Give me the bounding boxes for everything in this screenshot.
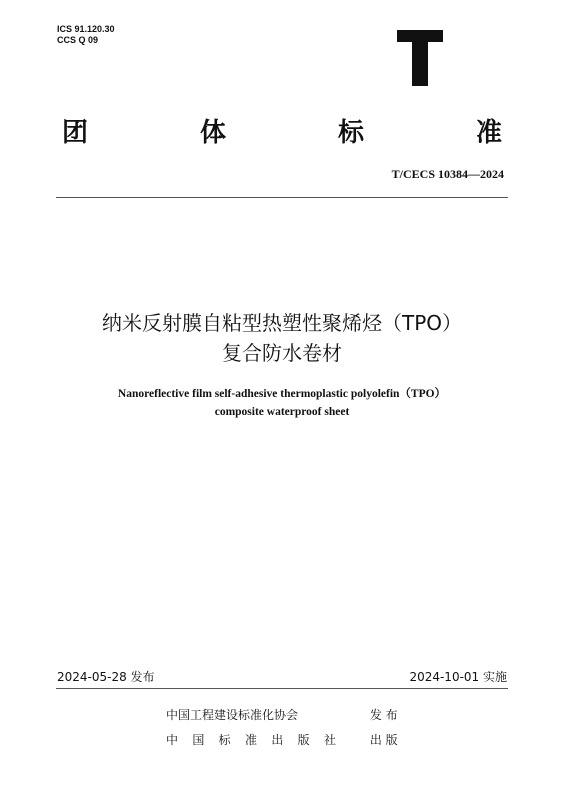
publisher-action: 发 布 [369, 708, 398, 722]
press-char: 准 [244, 733, 257, 747]
top-divider [56, 197, 508, 198]
press-char: 标 [218, 733, 231, 747]
ccs-code: CCS Q 09 [57, 35, 99, 45]
title-zh-line1: 纳米反射膜自粘型热塑性聚烯烃（TPO） [101, 311, 463, 335]
doc-type-char: 团 [62, 118, 89, 148]
standard-code: T/CECS 10384—2024 [391, 167, 504, 181]
press-name [166, 731, 336, 748]
press-char: 国 [192, 733, 205, 747]
t-logo [397, 30, 443, 86]
title-en-line1: Nanoreflective film self-adhesive thermoplastic polyolefin（TPO） [117, 388, 447, 400]
press-char: 中 [166, 733, 179, 747]
title-zh-line2: 复合防水卷材 [222, 341, 342, 365]
ics-block [57, 24, 115, 46]
bottom-divider [56, 688, 508, 689]
title-en-line2: composite waterproof sheet [214, 406, 350, 418]
ics-code: ICS 91.120.30 [57, 24, 115, 34]
publisher-name: 中国工程建设标准化协会 [166, 708, 299, 722]
press-char: 出 [271, 733, 284, 747]
issue-date: 2024-05-28 发布 [57, 670, 155, 684]
document-type [62, 112, 502, 149]
doc-type-char: 准 [475, 118, 502, 148]
press-char: 社 [323, 733, 336, 747]
press-action: 出 版 [369, 733, 398, 747]
doc-type-char: 体 [199, 118, 226, 148]
doc-type-char: 标 [337, 118, 364, 148]
publisher-line [166, 706, 410, 723]
press-char: 版 [297, 733, 310, 747]
implement-date: 2024-10-01 实施 [409, 670, 507, 684]
press-line [166, 731, 410, 748]
